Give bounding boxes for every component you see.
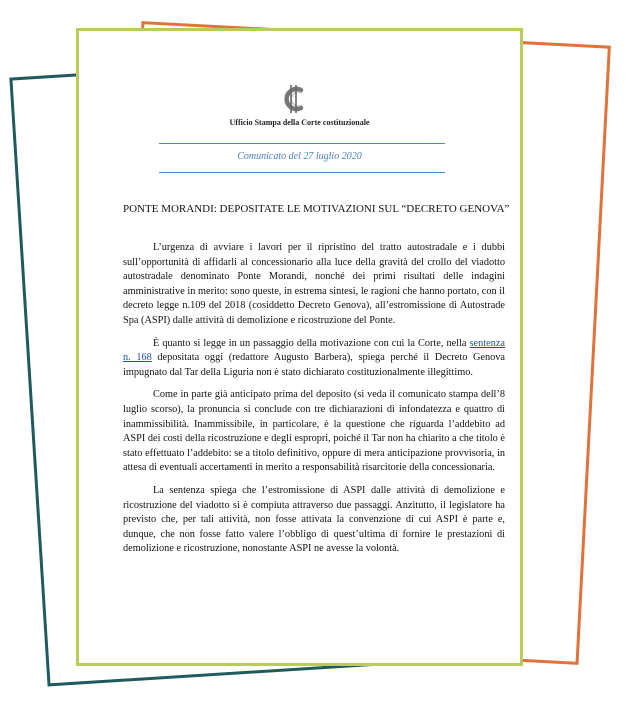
corte-costituzionale-logo-icon [277, 81, 313, 117]
divider-bottom [159, 172, 445, 173]
paragraph-1: L’urgenza di avviare i lavori per il ripristino del tratto autostradale e i dubbi sull’opportunità di affidarli al concessionario alla luce della gravità del crollo del viadotto autostradale denominato Ponte Morandi, nonché dei primi risultati delle indagini amministrative in merito: sono queste, in estrema sintesi, le ragioni che hanno portato, con il decreto legge n.109 del 2018 (cosiddetto Decreto Genova), all’estromissione di Autostrade Spa (ASPI) dalle attività di demolizione e ricostruzione del Ponte. [123, 242, 505, 326]
office-name: Ufficio Stampa della Corte costituzionale [229, 118, 370, 127]
paragraph-4: La sentenza spiega che l’estromissione di ASPI dalle attività di demolizione e ricostruzione del viadotto si è compiuta attraverso due passaggi. Anzitutto, il legislatore ha previsto che, per tali attività, non fosse attivata la convenzione di cui ASPI è parte e, dunque, che non fosse fatto valere l’obbligo di quest’ultima di fornire le prestazioni di demolizione e ricostruzione, nonostante ASPI ne avesse la volontà. [123, 484, 505, 555]
divider-top [159, 143, 445, 144]
paragraph-3: Come in parte già anticipato prima del deposito (si veda il comunicato stampa dell’8 luglio scorso), la pronuncia si conclude con tre dichiarazioni di infondatezza e quattro di inammissibilità. Inammissibile, in particolare, è la questione che riguarda l’addebito ad ASPI dei costi della ricostruzione e degli espropri, poiché il Tar non ha chiarito a che titolo è stato effettuato l’addebito: se a titolo definitivo, oppure di mera anticipazione provvisoria, in attesa di eventuali accertamenti in merito a responsabilità risarcitorie della concessionaria. [123, 389, 505, 474]
document-sheet [76, 28, 523, 666]
paragraph-2-text-end: depositata oggi (redattore Augusto Barbera), spiega perché il Decreto Genova impugnato dal Tar della Liguria non è stato dichiarato costituzionalmente illegittimo. [123, 352, 505, 378]
headline: PONTE MORANDI: DEPOSITATE LE MOTIVAZIONI SUL “DECRETO GENOVA” [123, 203, 510, 215]
sentenza-link[interactable]: sentenza n. 168 [123, 337, 505, 364]
paragraph-2 [123, 337, 505, 381]
press-release-date: Comunicato del 27 luglio 2020 [237, 151, 362, 162]
document-body [123, 241, 505, 565]
paragraph-2-text-start: È quanto si legge in un passaggio della motivazione con cui la Corte, nella [153, 337, 470, 349]
